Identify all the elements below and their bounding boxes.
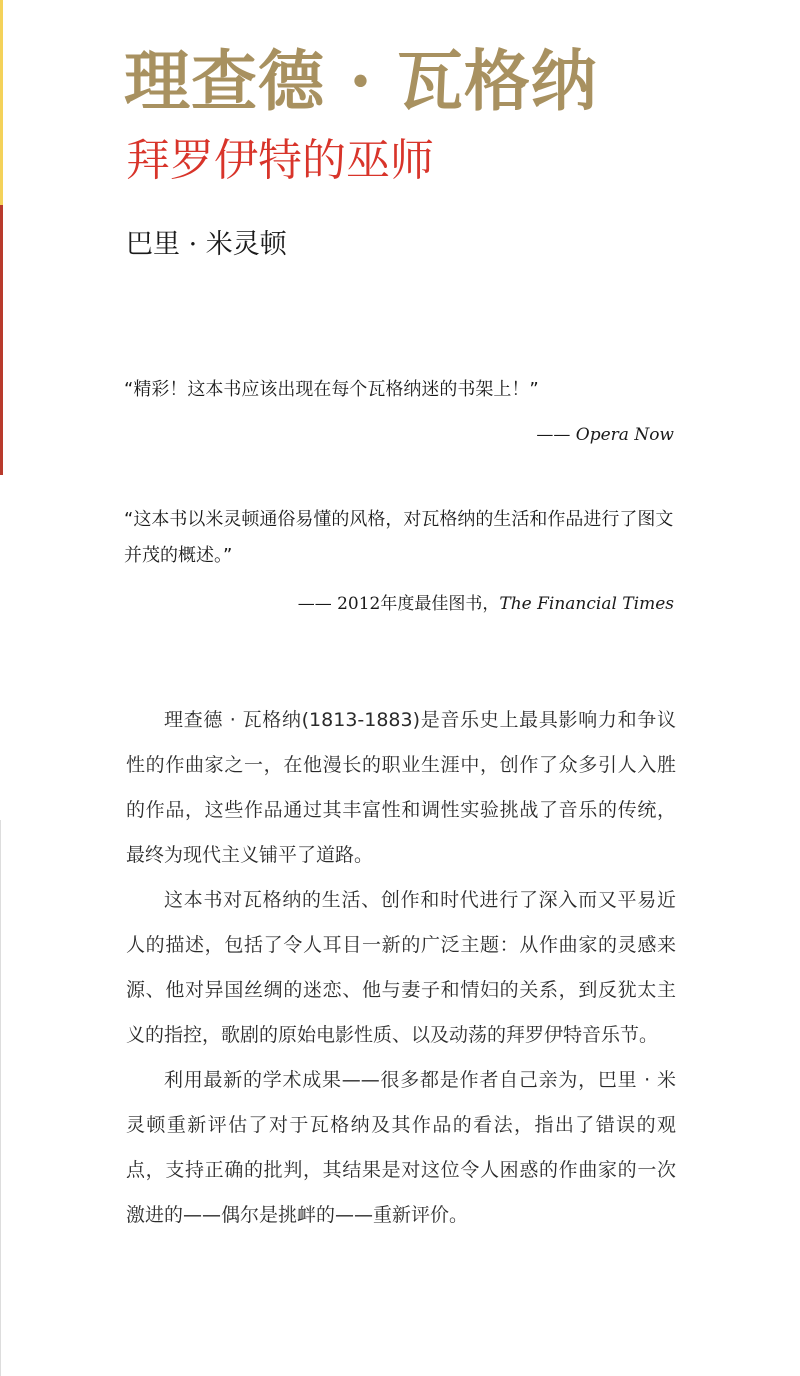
book-description [126,698,676,1238]
description-paragraph: 利用最新的学术成果——很多都是作者自己亲为，巴里 · 米灵顿重新评估了对于瓦格纳及其作品的看法，指出了错误的观点，支持正确的批判，其结果是对这位令人困惑的作曲家的一次激进的——偶尔是挑衅的——重新评价。 [126,1069,676,1226]
edge-strip-red [0,205,3,475]
review-attribution-1 [536,420,674,450]
attribution-source: The Financial Times [499,594,674,614]
review-quote-1: “精彩！这本书应该出现在每个瓦格纳迷的书架上！” [124,379,539,400]
edge-strip-yellow [0,0,3,205]
attribution-prefix: —— 2012年度最佳图书， [297,594,500,614]
book-subtitle: 拜罗伊特的巫师 [126,135,434,186]
edge-strip-faint [0,820,1,1376]
review-attribution-2 [298,589,674,619]
attribution-source: Opera Now [575,425,674,445]
description-paragraph: 理查德 · 瓦格纳(1813-1883)是音乐史上最具影响力和争议性的作曲家之一，在他漫长的职业生涯中，创作了众多引人入胜的作品，这些作品通过其丰富性和调性实验挑战了音乐的传统，最终为现代主义铺平了道路。 [126,709,676,866]
author-name: 巴里 · 米灵顿 [126,229,287,260]
description-paragraph: 这本书对瓦格纳的生活、创作和时代进行了深入而又平易近人的描述，包括了令人耳目一新的广泛主题：从作曲家的灵感来源、他对异国丝绸的迷恋、他与妻子和情妇的关系，到反犹太主义的指控，歌剧的原始电影性质、以及动荡的拜罗伊特音乐节。 [126,889,676,1046]
attribution-dash: —— [536,425,576,445]
book-title: 理查德 · 瓦格纳 [124,42,598,120]
review-quote-2: “这本书以米灵顿通俗易懂的风格，对瓦格纳的生活和作品进行了图文并茂的概述。” [124,509,674,566]
